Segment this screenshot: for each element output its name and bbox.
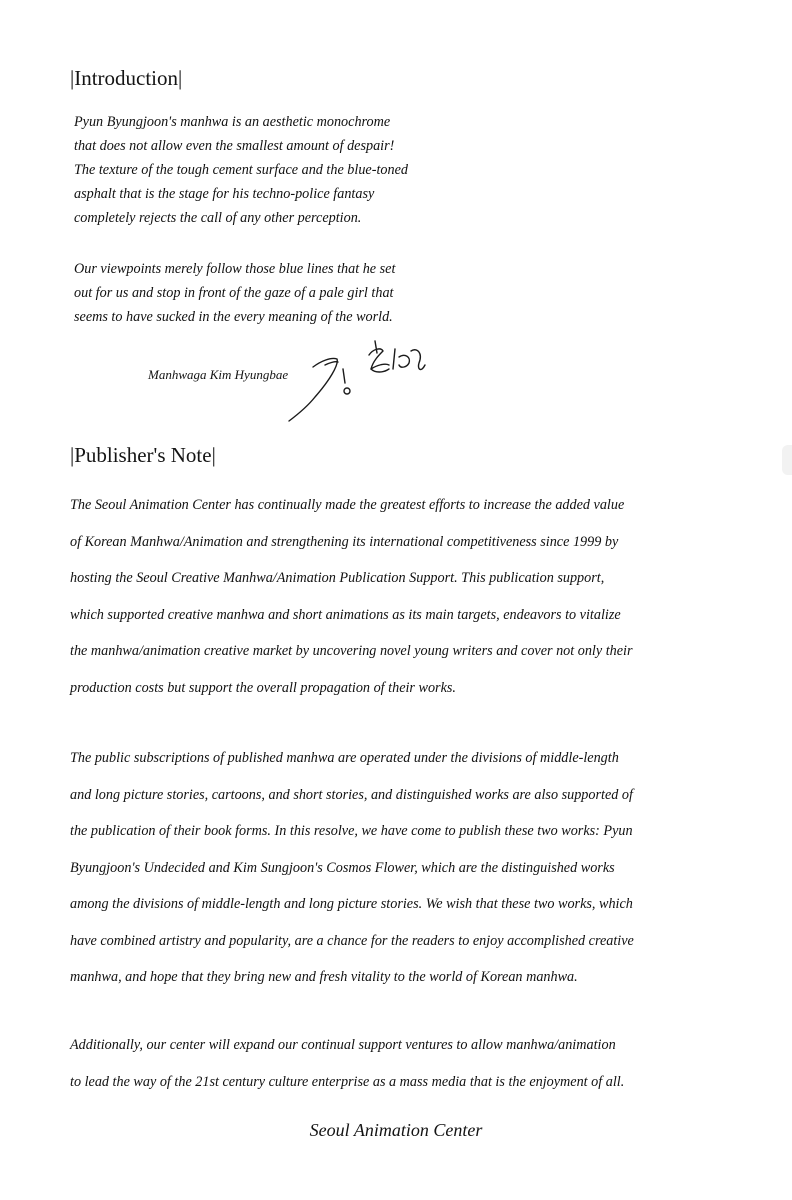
text-line: asphalt that is the stage for his techno-police fantasy bbox=[74, 186, 375, 202]
text-line: Our viewpoints merely follow those blue lines that he set bbox=[74, 261, 396, 277]
publishers-note-paragraph-2 bbox=[70, 740, 634, 996]
closing-signature: Seoul Animation Center bbox=[309, 1120, 483, 1140]
publishers-note-paragraph-3 bbox=[70, 1027, 624, 1100]
text-line: out for us and stop in front of the gaze of a pale girl that bbox=[74, 285, 394, 301]
text-line: Additionally, our center will expand our continual support ventures to allow manhwa/animation bbox=[70, 1037, 616, 1053]
publishers-note-paragraph-1 bbox=[70, 487, 633, 706]
text-line: the publication of their book forms. In this resolve, we have come to publish these two works: Pyun bbox=[70, 823, 633, 839]
text-line: completely rejects the call of any other perception. bbox=[74, 210, 362, 226]
text-line: Byungjoon's Undecided and Kim Sungjoon's Cosmos Flower, which are the distinguished works bbox=[70, 859, 615, 876]
text-line: production costs but support the overall propagation of their works. bbox=[70, 679, 456, 696]
text-line: The Seoul Animation Center has continually made the greatest efforts to increase the added value bbox=[70, 497, 625, 513]
introduction-heading: |Introduction| bbox=[70, 66, 183, 90]
text-line: to lead the way of the 21st century culture enterprise as a mass media that is the enjoyment of all. bbox=[70, 1073, 625, 1090]
text-line: the manhwa/animation creative market by uncovering novel young writers and cover not only their bbox=[70, 643, 633, 659]
text-line: Pyun Byungjoon's manhwa is an aesthetic monochrome bbox=[74, 114, 391, 130]
text-line: that does not allow even the smallest amount of despair! bbox=[74, 138, 395, 154]
signatory-name: Manhwaga Kim Hyungbae bbox=[148, 367, 289, 382]
text-line: have combined artistry and popularity, are a chance for the readers to enjoy accomplished creative bbox=[70, 932, 634, 949]
page-edge-mark bbox=[782, 445, 792, 475]
introduction-paragraph-1 bbox=[74, 110, 408, 230]
text-line: and long picture stories, cartoons, and short stories, and distinguished works are also supported of bbox=[70, 786, 633, 803]
text-line: which supported creative manhwa and short animations as its main targets, endeavors to vitalize bbox=[70, 606, 621, 623]
text-line: The texture of the tough cement surface and the blue-toned bbox=[74, 162, 408, 178]
text-line: manhwa, and hope that they bring new and fresh vitality to the world of Korean manhwa. bbox=[70, 969, 578, 985]
handwritten-signature bbox=[285, 335, 430, 425]
text-line: of Korean Manhwa/Animation and strengthening its international competitiveness since 1999 by bbox=[70, 533, 619, 550]
text-line: The public subscriptions of published manhwa are operated under the divisions of middle-length bbox=[70, 750, 619, 766]
text-line: among the divisions of middle-length and long picture stories. We wish that these two works, which bbox=[70, 896, 633, 912]
text-line: hosting the Seoul Creative Manhwa/Animation Publication Support. This publication support, bbox=[70, 570, 605, 586]
text-line: seems to have sucked in the every meaning of the world. bbox=[74, 309, 393, 325]
introduction-paragraph-2 bbox=[74, 257, 395, 329]
publishers-note-heading: |Publisher's Note| bbox=[70, 443, 216, 467]
